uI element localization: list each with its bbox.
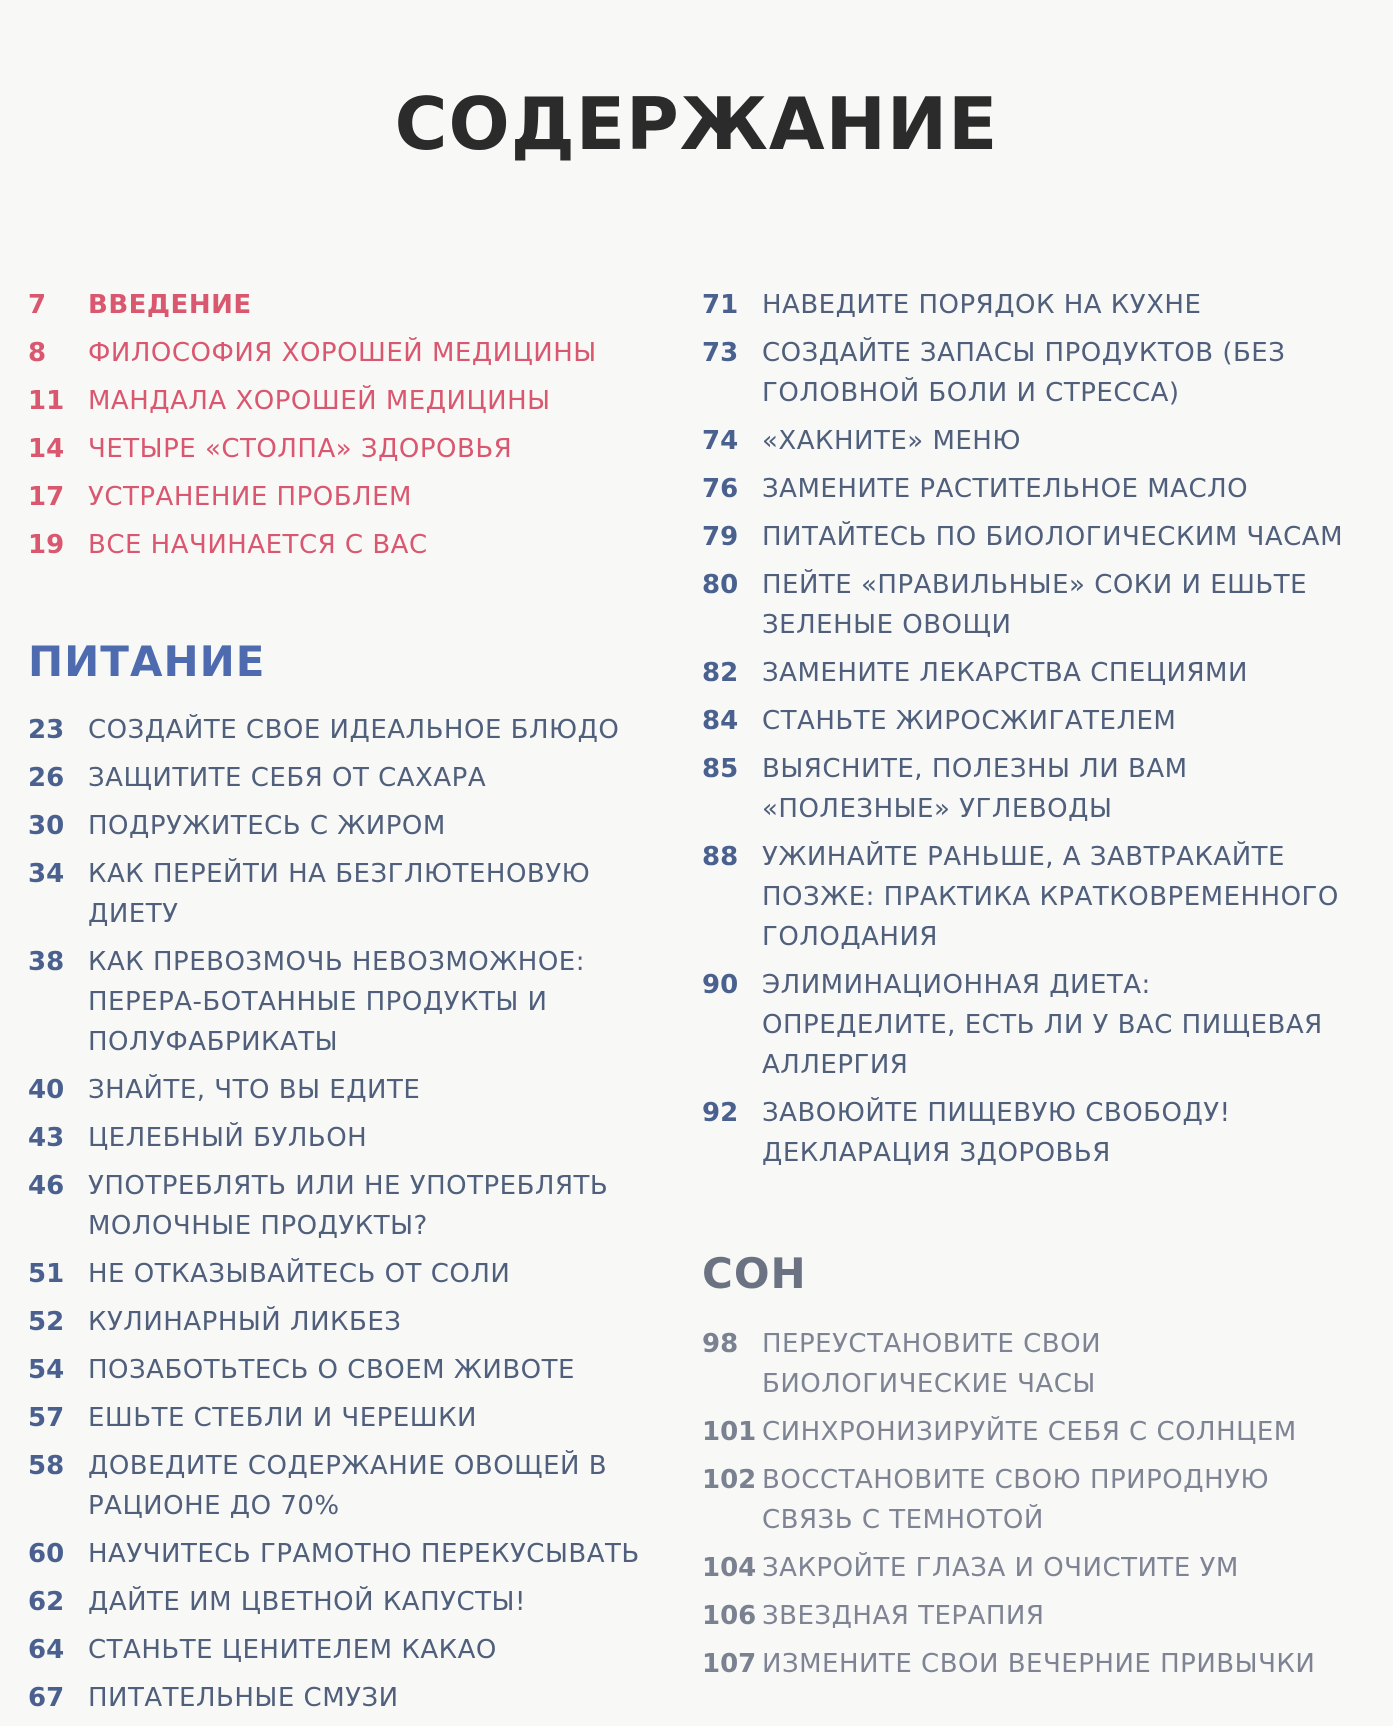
toc-entry-title: СОЗДАЙТЕ ЗАПАСЫ ПРОДУКТОВ (БЕЗ ГОЛОВНОЙ БОЛИ И СТРЕССА) xyxy=(762,338,1286,408)
toc-page-number: 54 xyxy=(28,1355,65,1385)
toc-entry-title: ПИТАТЕЛЬНЫЕ СМУЗИ xyxy=(88,1683,399,1713)
toc-page-number: 58 xyxy=(28,1451,65,1481)
toc-entry-title: ДОВЕДИТЕ СОДЕРЖАНИЕ ОВОЩЕЙ В РАЦИОНЕ ДО 70% xyxy=(88,1451,608,1521)
toc-entry[interactable] xyxy=(28,429,668,469)
toc-entry-title: УПОТРЕБЛЯТЬ ИЛИ НЕ УПОТРЕБЛЯТЬ МОЛОЧНЫЕ ПРОДУКТЫ? xyxy=(88,1171,609,1241)
toc-page-number: 34 xyxy=(28,859,65,889)
toc-page-number: 14 xyxy=(28,434,65,464)
toc-entry[interactable] xyxy=(702,1460,1352,1540)
toc-entry-title: ФИЛОСОФИЯ ХОРОШЕЙ МЕДИЦИНЫ xyxy=(88,338,597,368)
toc-entry-title: СИНХРОНИЗИРУЙТЕ СЕБЯ С СОЛНЦЕМ xyxy=(762,1417,1297,1447)
toc-page-number: 23 xyxy=(28,715,65,745)
toc-entry[interactable] xyxy=(702,837,1352,957)
toc-entry-title: ДАЙТЕ ИМ ЦВЕТНОЙ КАПУСТЫ! xyxy=(88,1587,526,1617)
toc-entry[interactable] xyxy=(28,1398,668,1438)
toc-entry[interactable] xyxy=(28,285,668,325)
toc-entry-title: ВВЕДЕНИЕ xyxy=(88,290,252,320)
toc-entry[interactable] xyxy=(28,1166,668,1246)
toc-entry-title: МАНДАЛА ХОРОШЕЙ МЕДИЦИНЫ xyxy=(88,386,551,416)
toc-entry-title: «ХАКНИТЕ» МЕНЮ xyxy=(762,426,1021,456)
toc-page-number: 7 xyxy=(28,290,47,320)
toc-entry[interactable] xyxy=(28,1350,668,1390)
toc-entry-title: СТАНЬТЕ ЦЕНИТЕЛЕМ КАКАО xyxy=(88,1635,497,1665)
toc-entry-title: ЗАВОЮЙТЕ ПИЩЕВУЮ СВОБОДУ! ДЕКЛАРАЦИЯ ЗДОРОВЬЯ xyxy=(762,1098,1231,1168)
toc-entry[interactable] xyxy=(28,758,668,798)
toc-entry[interactable] xyxy=(28,333,668,373)
toc-page-number: 46 xyxy=(28,1171,65,1201)
section-heading-sleep: СОН xyxy=(702,1249,807,1298)
page-title: СОДЕРЖАНИЕ xyxy=(394,82,999,166)
toc-page-number: 8 xyxy=(28,338,47,368)
toc-entry-title: СТАНЬТЕ ЖИРОСЖИГАТЕЛЕМ xyxy=(762,706,1177,736)
toc-entry-title: ЗАКРОЙТЕ ГЛАЗА И ОЧИСТИТЕ УМ xyxy=(762,1553,1239,1583)
toc-entry[interactable] xyxy=(702,1548,1352,1588)
toc-entry[interactable] xyxy=(28,710,668,750)
toc-entry[interactable] xyxy=(702,565,1352,645)
right-column xyxy=(702,285,1352,1692)
toc-entry[interactable] xyxy=(28,1446,668,1526)
toc-entry[interactable] xyxy=(28,1534,668,1574)
toc-page-number: 17 xyxy=(28,482,65,512)
toc-entry-title: ЗВЕЗДНАЯ ТЕРАПИЯ xyxy=(762,1601,1045,1631)
toc-page-number: 52 xyxy=(28,1307,65,1337)
nutrition-list-left xyxy=(28,710,668,1718)
toc-page-number: 88 xyxy=(702,842,739,872)
toc-entry[interactable] xyxy=(702,653,1352,693)
toc-page-number: 92 xyxy=(702,1098,739,1128)
toc-entry[interactable] xyxy=(702,333,1352,413)
toc-entry-title: УСТРАНЕНИЕ ПРОБЛЕМ xyxy=(88,482,412,512)
toc-entry[interactable] xyxy=(702,1093,1352,1173)
toc-page-number: 43 xyxy=(28,1123,65,1153)
toc-entry[interactable] xyxy=(28,1630,668,1670)
toc-entry[interactable] xyxy=(28,1118,668,1158)
toc-entry[interactable] xyxy=(28,1254,668,1294)
toc-page-number: 80 xyxy=(702,570,739,600)
left-column xyxy=(28,285,668,1726)
toc-page-number: 76 xyxy=(702,474,739,504)
toc-entry-title: ЕШЬТЕ СТЕБЛИ И ЧЕРЕШКИ xyxy=(88,1403,477,1433)
toc-entry-title: КАК ПРЕВОЗМОЧЬ НЕВОЗМОЖНОЕ: ПЕРЕРА-БОТАННЫЕ ПРОДУКТЫ И ПОЛУФАБРИКАТЫ xyxy=(88,947,585,1057)
toc-entry[interactable] xyxy=(702,1644,1352,1684)
toc-page-number: 101 xyxy=(702,1417,757,1447)
toc-entry-title: НАВЕДИТЕ ПОРЯДОК НА КУХНЕ xyxy=(762,290,1202,320)
toc-entry-title: НАУЧИТЕСЬ ГРАМОТНО ПЕРЕКУСЫВАТЬ xyxy=(88,1539,640,1569)
toc-page-number: 106 xyxy=(702,1601,757,1631)
toc-entry-title: ВЫЯСНИТЕ, ПОЛЕЗНЫ ЛИ ВАМ «ПОЛЕЗНЫЕ» УГЛЕВОДЫ xyxy=(762,754,1188,824)
toc-entry-title: ЭЛИМИНАЦИОННАЯ ДИЕТА: ОПРЕДЕЛИТЕ, ЕСТЬ ЛИ У ВАС ПИЩЕВАЯ АЛЛЕРГИЯ xyxy=(762,970,1323,1080)
toc-entry[interactable] xyxy=(702,1412,1352,1452)
toc-entry[interactable] xyxy=(28,806,668,846)
toc-entry-title: ЗАЩИТИТЕ СЕБЯ ОТ САХАРА xyxy=(88,763,487,793)
toc-page-number: 57 xyxy=(28,1403,65,1433)
toc-entry[interactable] xyxy=(702,1324,1352,1404)
toc-entry[interactable] xyxy=(28,381,668,421)
toc-entry[interactable] xyxy=(702,965,1352,1085)
intro-section xyxy=(28,285,668,565)
toc-page-number: 84 xyxy=(702,706,739,736)
section-heading-nutrition: ПИТАНИЕ xyxy=(28,637,266,686)
toc-page-number: 26 xyxy=(28,763,65,793)
toc-entry[interactable] xyxy=(28,1070,668,1110)
toc-entry-title: ЦЕЛЕБНЫЙ БУЛЬОН xyxy=(88,1123,368,1153)
toc-entry-title: КУЛИНАРНЫЙ ЛИКБЕЗ xyxy=(88,1307,402,1337)
toc-entry-title: ЗНАЙТЕ, ЧТО ВЫ ЕДИТЕ xyxy=(88,1075,421,1105)
toc-page-number: 82 xyxy=(702,658,739,688)
toc-entry[interactable] xyxy=(28,525,668,565)
toc-page-number: 104 xyxy=(702,1553,757,1583)
toc-entry[interactable] xyxy=(28,854,668,934)
toc-entry-title: ПИТАЙТЕСЬ ПО БИОЛОГИЧЕСКИМ ЧАСАМ xyxy=(762,522,1344,552)
toc-page-number: 19 xyxy=(28,530,65,560)
toc-entry-title: ПЕЙТЕ «ПРАВИЛЬНЫЕ» СОКИ И ЕШЬТЕ ЗЕЛЕНЫЕ ОВОЩИ xyxy=(762,570,1308,640)
toc-page-number: 102 xyxy=(702,1465,757,1495)
toc-page-number: 74 xyxy=(702,426,739,456)
toc-entry-title: ПЕРЕУСТАНОВИТЕ СВОИ БИОЛОГИЧЕСКИЕ ЧАСЫ xyxy=(762,1329,1102,1399)
nutrition-list-right xyxy=(702,285,1352,1173)
toc-page-number: 51 xyxy=(28,1259,65,1289)
toc-entry[interactable] xyxy=(28,1678,668,1718)
toc-entry-title: ЗАМЕНИТЕ ЛЕКАРСТВА СПЕЦИЯМИ xyxy=(762,658,1248,688)
toc-entry[interactable] xyxy=(702,701,1352,741)
toc-entry-title: НЕ ОТКАЗЫВАЙТЕСЬ ОТ СОЛИ xyxy=(88,1259,511,1289)
toc-entry-title: ЗАМЕНИТЕ РАСТИТЕЛЬНОЕ МАСЛО xyxy=(762,474,1249,504)
toc-entry-title: ВСЕ НАЧИНАЕТСЯ С ВАС xyxy=(88,530,428,560)
toc-entry[interactable] xyxy=(28,477,668,517)
toc-page-number: 30 xyxy=(28,811,65,841)
toc-page-number: 73 xyxy=(702,338,739,368)
toc-entry[interactable] xyxy=(702,749,1352,829)
toc-entry[interactable] xyxy=(702,469,1352,509)
toc-page-number: 107 xyxy=(702,1649,757,1679)
toc-page-number: 62 xyxy=(28,1587,65,1617)
toc-entry[interactable] xyxy=(702,421,1352,461)
toc-entry[interactable] xyxy=(702,285,1352,325)
toc-page-number: 71 xyxy=(702,290,739,320)
toc-entry-title: ПОДРУЖИТЕСЬ С ЖИРОМ xyxy=(88,811,446,841)
toc-page-number: 64 xyxy=(28,1635,65,1665)
sleep-list xyxy=(702,1324,1352,1684)
toc-page-number: 38 xyxy=(28,947,65,977)
toc-page-number: 60 xyxy=(28,1539,65,1569)
toc-entry[interactable] xyxy=(28,1302,668,1342)
toc-entry-title: ЧЕТЫРЕ «СТОЛПА» ЗДОРОВЬЯ xyxy=(88,434,513,464)
toc-page-number: 11 xyxy=(28,386,65,416)
toc-entry-title: ИЗМЕНИТЕ СВОИ ВЕЧЕРНИЕ ПРИВЫЧКИ xyxy=(762,1649,1316,1679)
toc-entry-title: УЖИНАЙТЕ РАНЬШЕ, А ЗАВТРАКАЙТЕ ПОЗЖЕ: ПРАКТИКА КРАТКОВРЕМЕННОГО ГОЛОДАНИЯ xyxy=(762,842,1339,952)
toc-entry[interactable] xyxy=(702,1596,1352,1636)
toc-entry[interactable] xyxy=(28,1582,668,1622)
toc-page-number: 40 xyxy=(28,1075,65,1105)
toc-entry-title: ВОССТАНОВИТЕ СВОЮ ПРИРОДНУЮ СВЯЗЬ С ТЕМНОТОЙ xyxy=(762,1465,1270,1535)
toc-page-number: 98 xyxy=(702,1329,739,1359)
toc-page-number: 85 xyxy=(702,754,739,784)
toc-entry-title: СОЗДАЙТЕ СВОЕ ИДЕАЛЬНОЕ БЛЮДО xyxy=(88,715,620,745)
toc-entry-title: ПОЗАБОТЬТЕСЬ О СВОЕМ ЖИВОТЕ xyxy=(88,1355,575,1385)
toc-entry[interactable] xyxy=(702,517,1352,557)
toc-page-number: 79 xyxy=(702,522,739,552)
toc-page-number: 67 xyxy=(28,1683,65,1713)
toc-entry[interactable] xyxy=(28,942,668,1062)
toc-entry-title: КАК ПЕРЕЙТИ НА БЕЗГЛЮТЕНОВУЮ ДИЕТУ xyxy=(88,859,591,929)
toc-page-number: 90 xyxy=(702,970,739,1000)
